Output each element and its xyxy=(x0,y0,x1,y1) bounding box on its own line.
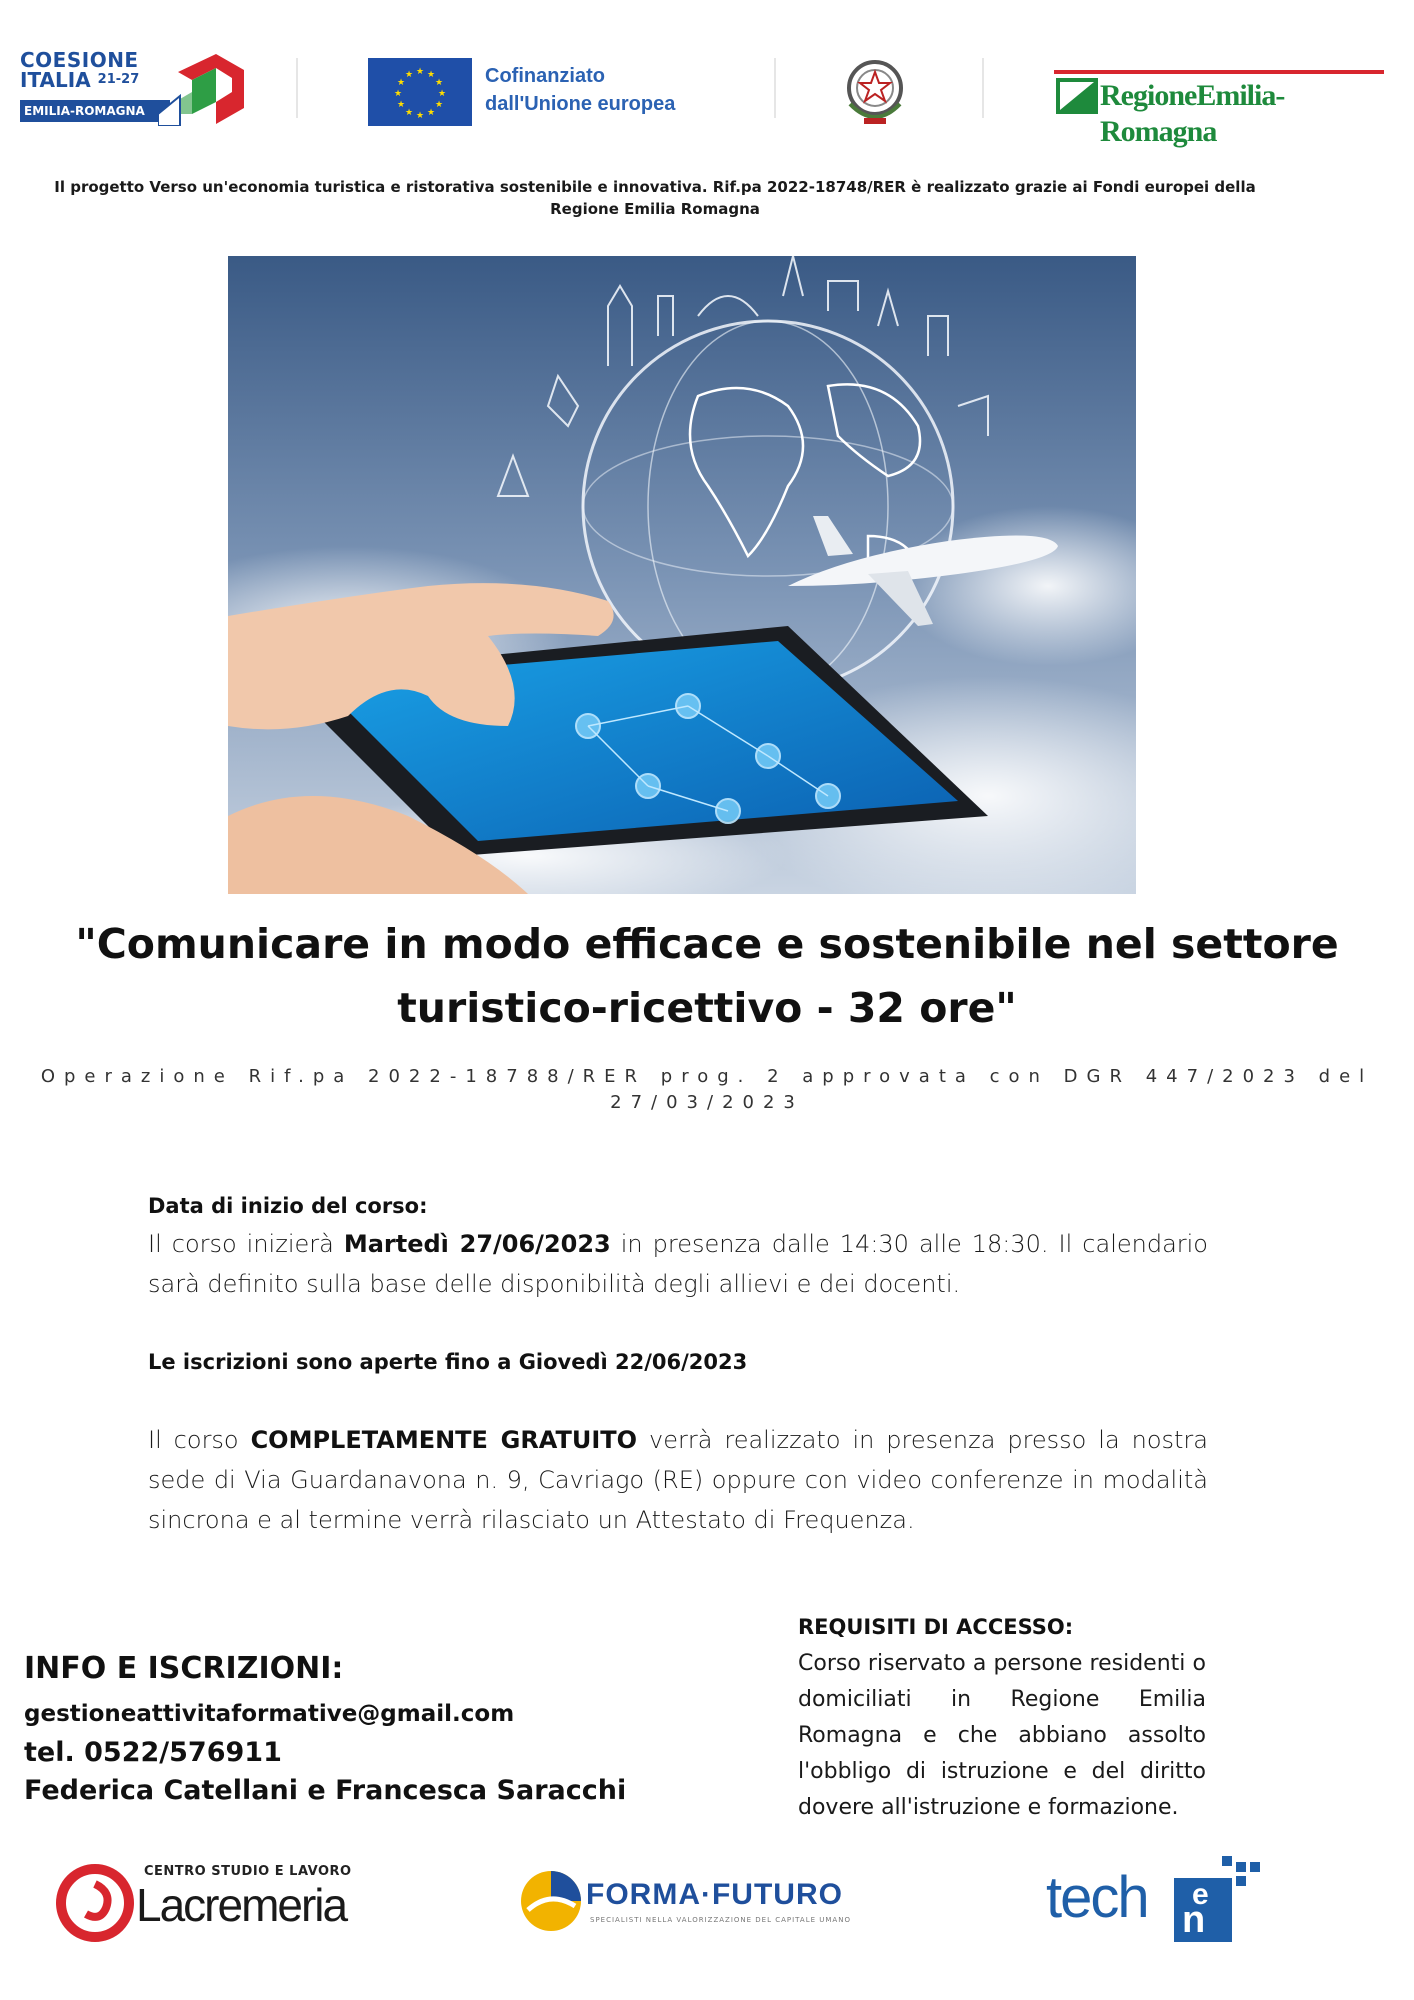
svg-text:★: ★ xyxy=(393,89,403,99)
forma-futuro-tagline: SPECIALISTI NELLA VALORIZZAZIONE DEL CAPITALE UMANO xyxy=(590,1916,851,1924)
forma-futuro-logo xyxy=(520,1856,900,1946)
start-day: Martedì 27/06/2023 xyxy=(343,1230,611,1258)
lacremeria-name: Lacremeria xyxy=(136,1879,347,1931)
forma-futuro-name: FORMA·FUTURO xyxy=(586,1878,843,1911)
start-date-paragraph: Il corso inizierà Martedì 27/06/2023 in presenza dalle 14:30 alle 18:30. Il calendario sarà definito sulla base delle disponibilità degli allievi e dei docenti. xyxy=(148,1230,1208,1298)
lacremeria-logo xyxy=(56,1856,366,1946)
svg-text:★: ★ xyxy=(415,67,425,77)
techne-ne-icon xyxy=(1174,1856,1264,1944)
regione-emilia-romagna-logo xyxy=(1054,70,1394,148)
svg-text:★: ★ xyxy=(404,70,414,80)
techne-text: tech xyxy=(1046,1865,1148,1930)
eu-flag-icon xyxy=(368,58,472,126)
italian-emblem-icon xyxy=(840,52,910,130)
project-description: Il progetto Verso un'economia turistica e ristorativa sostenibile e innovativa. Rif.pa 2022-18748/RER è realizzato grazie ai Fondi europei della Regione Emilia Romagna xyxy=(54,178,1256,218)
techne-logo xyxy=(1046,1856,1276,1946)
rer-text: RegioneEmilia-Romagna xyxy=(1100,79,1285,148)
svg-text:★: ★ xyxy=(404,108,414,118)
contact-names: Federica Catellani e Francesca Saracchi xyxy=(24,1775,627,1806)
free-label: COMPLETAMENTE GRATUITO xyxy=(250,1426,638,1454)
lacremeria-swirl-icon xyxy=(56,1864,134,1942)
svg-text:★: ★ xyxy=(426,108,436,118)
hero-image xyxy=(228,256,1136,894)
eu-text: Cofinanziato dall'Unione europea xyxy=(485,65,676,115)
contact-email[interactable]: gestioneattivitaformative@gmail.com xyxy=(24,1701,515,1727)
logo-divider xyxy=(774,58,776,118)
forma-futuro-icon xyxy=(520,1870,582,1932)
logo-divider xyxy=(982,58,984,118)
coesione-line2: ITALIA $^{21-27}$ xyxy=(20,68,140,92)
coesione-arrows-icon xyxy=(158,52,248,126)
svg-text:★: ★ xyxy=(437,89,447,99)
rer-flag-icon xyxy=(1056,78,1098,114)
repubblica-italiana-emblem xyxy=(840,52,910,130)
coesione-line1: COESIONE xyxy=(20,48,139,72)
svg-text:e: e xyxy=(1192,1878,1209,1911)
info-title: INFO E ISCRIZIONI: xyxy=(24,1651,344,1686)
enrollment-deadline: Le iscrizioni sono aperte fino a Giovedì 22/06/2023 xyxy=(148,1350,748,1374)
svg-text:★: ★ xyxy=(434,78,444,88)
coesione-italia-logo xyxy=(18,48,233,132)
svg-text:★: ★ xyxy=(434,100,444,110)
svg-text:★: ★ xyxy=(415,111,425,121)
rer-red-bar xyxy=(1054,70,1384,74)
free-course-paragraph: Il corso COMPLETAMENTE GRATUITO verrà realizzato in presenza presso la nostra sede di Via Guardanavona n. 9, Cavriago (RE) oppure con video conferenze in modalità sincrona e al termine verrà rilasciato un Attestato di Frequenza. xyxy=(148,1426,1209,1534)
operazione-reference: Operazione Rif.pa 2022-18788/RER prog. 2 approvata con DGR 447/2023 del 27/03/2023 xyxy=(40,1066,1374,1113)
svg-text:★: ★ xyxy=(426,70,436,80)
svg-text:★: ★ xyxy=(396,100,406,110)
eu-cofinanziato-logo xyxy=(368,58,708,126)
requirements-title: REQUISITI DI ACCESSO: xyxy=(798,1615,1074,1639)
requirements-text: Corso riservato a persone residenti o domiciliati in Regione Emilia Romagna e che abbiano assolto l'obbligo di istruzione e del diritto dovere all'istruzione e formazione. xyxy=(798,1651,1206,1820)
svg-text:n: n xyxy=(1182,1899,1206,1941)
logo-divider xyxy=(296,58,298,118)
course-details xyxy=(148,1188,1208,1540)
svg-text:★: ★ xyxy=(396,78,406,88)
course-title: "Comunicare in modo efficace e sostenibile nel settore turistico-ricettivo - 32 ore" xyxy=(75,920,1339,1032)
coesione-region: EMILIA-ROMAGNA xyxy=(20,100,170,122)
contact-phone[interactable]: tel. 0522/576911 xyxy=(24,1737,282,1768)
start-date-label: Data di inizio del corso: xyxy=(148,1194,428,1218)
lacremeria-subtitle: CENTRO STUDIO E LAVORO xyxy=(144,1864,352,1879)
